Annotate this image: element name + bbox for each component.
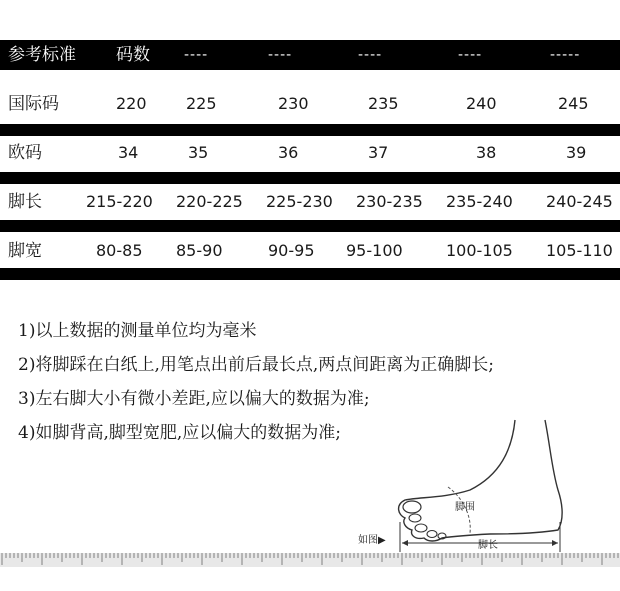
header-dash: ---- <box>358 47 383 63</box>
table-cell: 240-245 <box>546 192 613 211</box>
divider-1 <box>0 124 620 136</box>
table-cell: 37 <box>368 143 389 162</box>
table-cell: 105-110 <box>546 241 613 260</box>
diagram-ref-label: 如图▶ <box>358 535 386 546</box>
table-cell: 39 <box>566 143 587 162</box>
table-cell: 220-225 <box>176 192 243 211</box>
header-label: 参考标准 <box>8 45 76 65</box>
table-cell: 95-100 <box>346 241 403 260</box>
table-cell: 35 <box>188 143 209 162</box>
table-cell: 100-105 <box>446 241 513 260</box>
row-label: 脚宽 <box>8 241 42 261</box>
table-cell: 230-235 <box>356 192 423 211</box>
divider-3 <box>0 220 620 232</box>
header-dash: ---- <box>268 47 293 63</box>
length-label: 脚长 <box>478 540 498 551</box>
table-cell: 245 <box>558 94 589 113</box>
note-2: 2)将脚踩在白纸上,用笔点出前后最长点,两点间距离为正确脚长; <box>18 355 494 375</box>
table-cell: 235 <box>368 94 399 113</box>
divider-2 <box>0 172 620 184</box>
row-label: 国际码 <box>8 94 59 114</box>
header-code: 码数 <box>116 45 150 65</box>
row-label: 脚长 <box>8 192 42 212</box>
table-cell: 38 <box>476 143 497 162</box>
table-cell: 90-95 <box>268 241 315 260</box>
table-cell: 225-230 <box>266 192 333 211</box>
table-cell: 36 <box>278 143 299 162</box>
divider-4 <box>0 268 620 280</box>
ruler <box>0 553 620 567</box>
header-dash: ---- <box>458 47 483 63</box>
header-dash: ----- <box>550 47 581 63</box>
table-cell: 240 <box>466 94 497 113</box>
note-1: 1)以上数据的测量单位均为毫米 <box>18 321 257 341</box>
header-dash: ---- <box>184 47 209 63</box>
table-cell: 225 <box>186 94 217 113</box>
table-cell: 34 <box>118 143 139 162</box>
row-label: 欧码 <box>8 143 42 163</box>
table-cell: 230 <box>278 94 309 113</box>
ruler-ticks <box>2 553 620 565</box>
table-cell: 215-220 <box>86 192 153 211</box>
header-bar <box>0 40 620 70</box>
table-cell: 80-85 <box>96 241 143 260</box>
table-cell: 235-240 <box>446 192 513 211</box>
note-3: 3)左右脚大小有微小差距,应以偏大的数据为准; <box>18 389 370 409</box>
table-cell: 85-90 <box>176 241 223 260</box>
girth-label: 脚围 <box>455 502 475 513</box>
note-4: 4)如脚背高,脚型宽肥,应以偏大的数据为准; <box>18 423 341 443</box>
table-cell: 220 <box>116 94 147 113</box>
